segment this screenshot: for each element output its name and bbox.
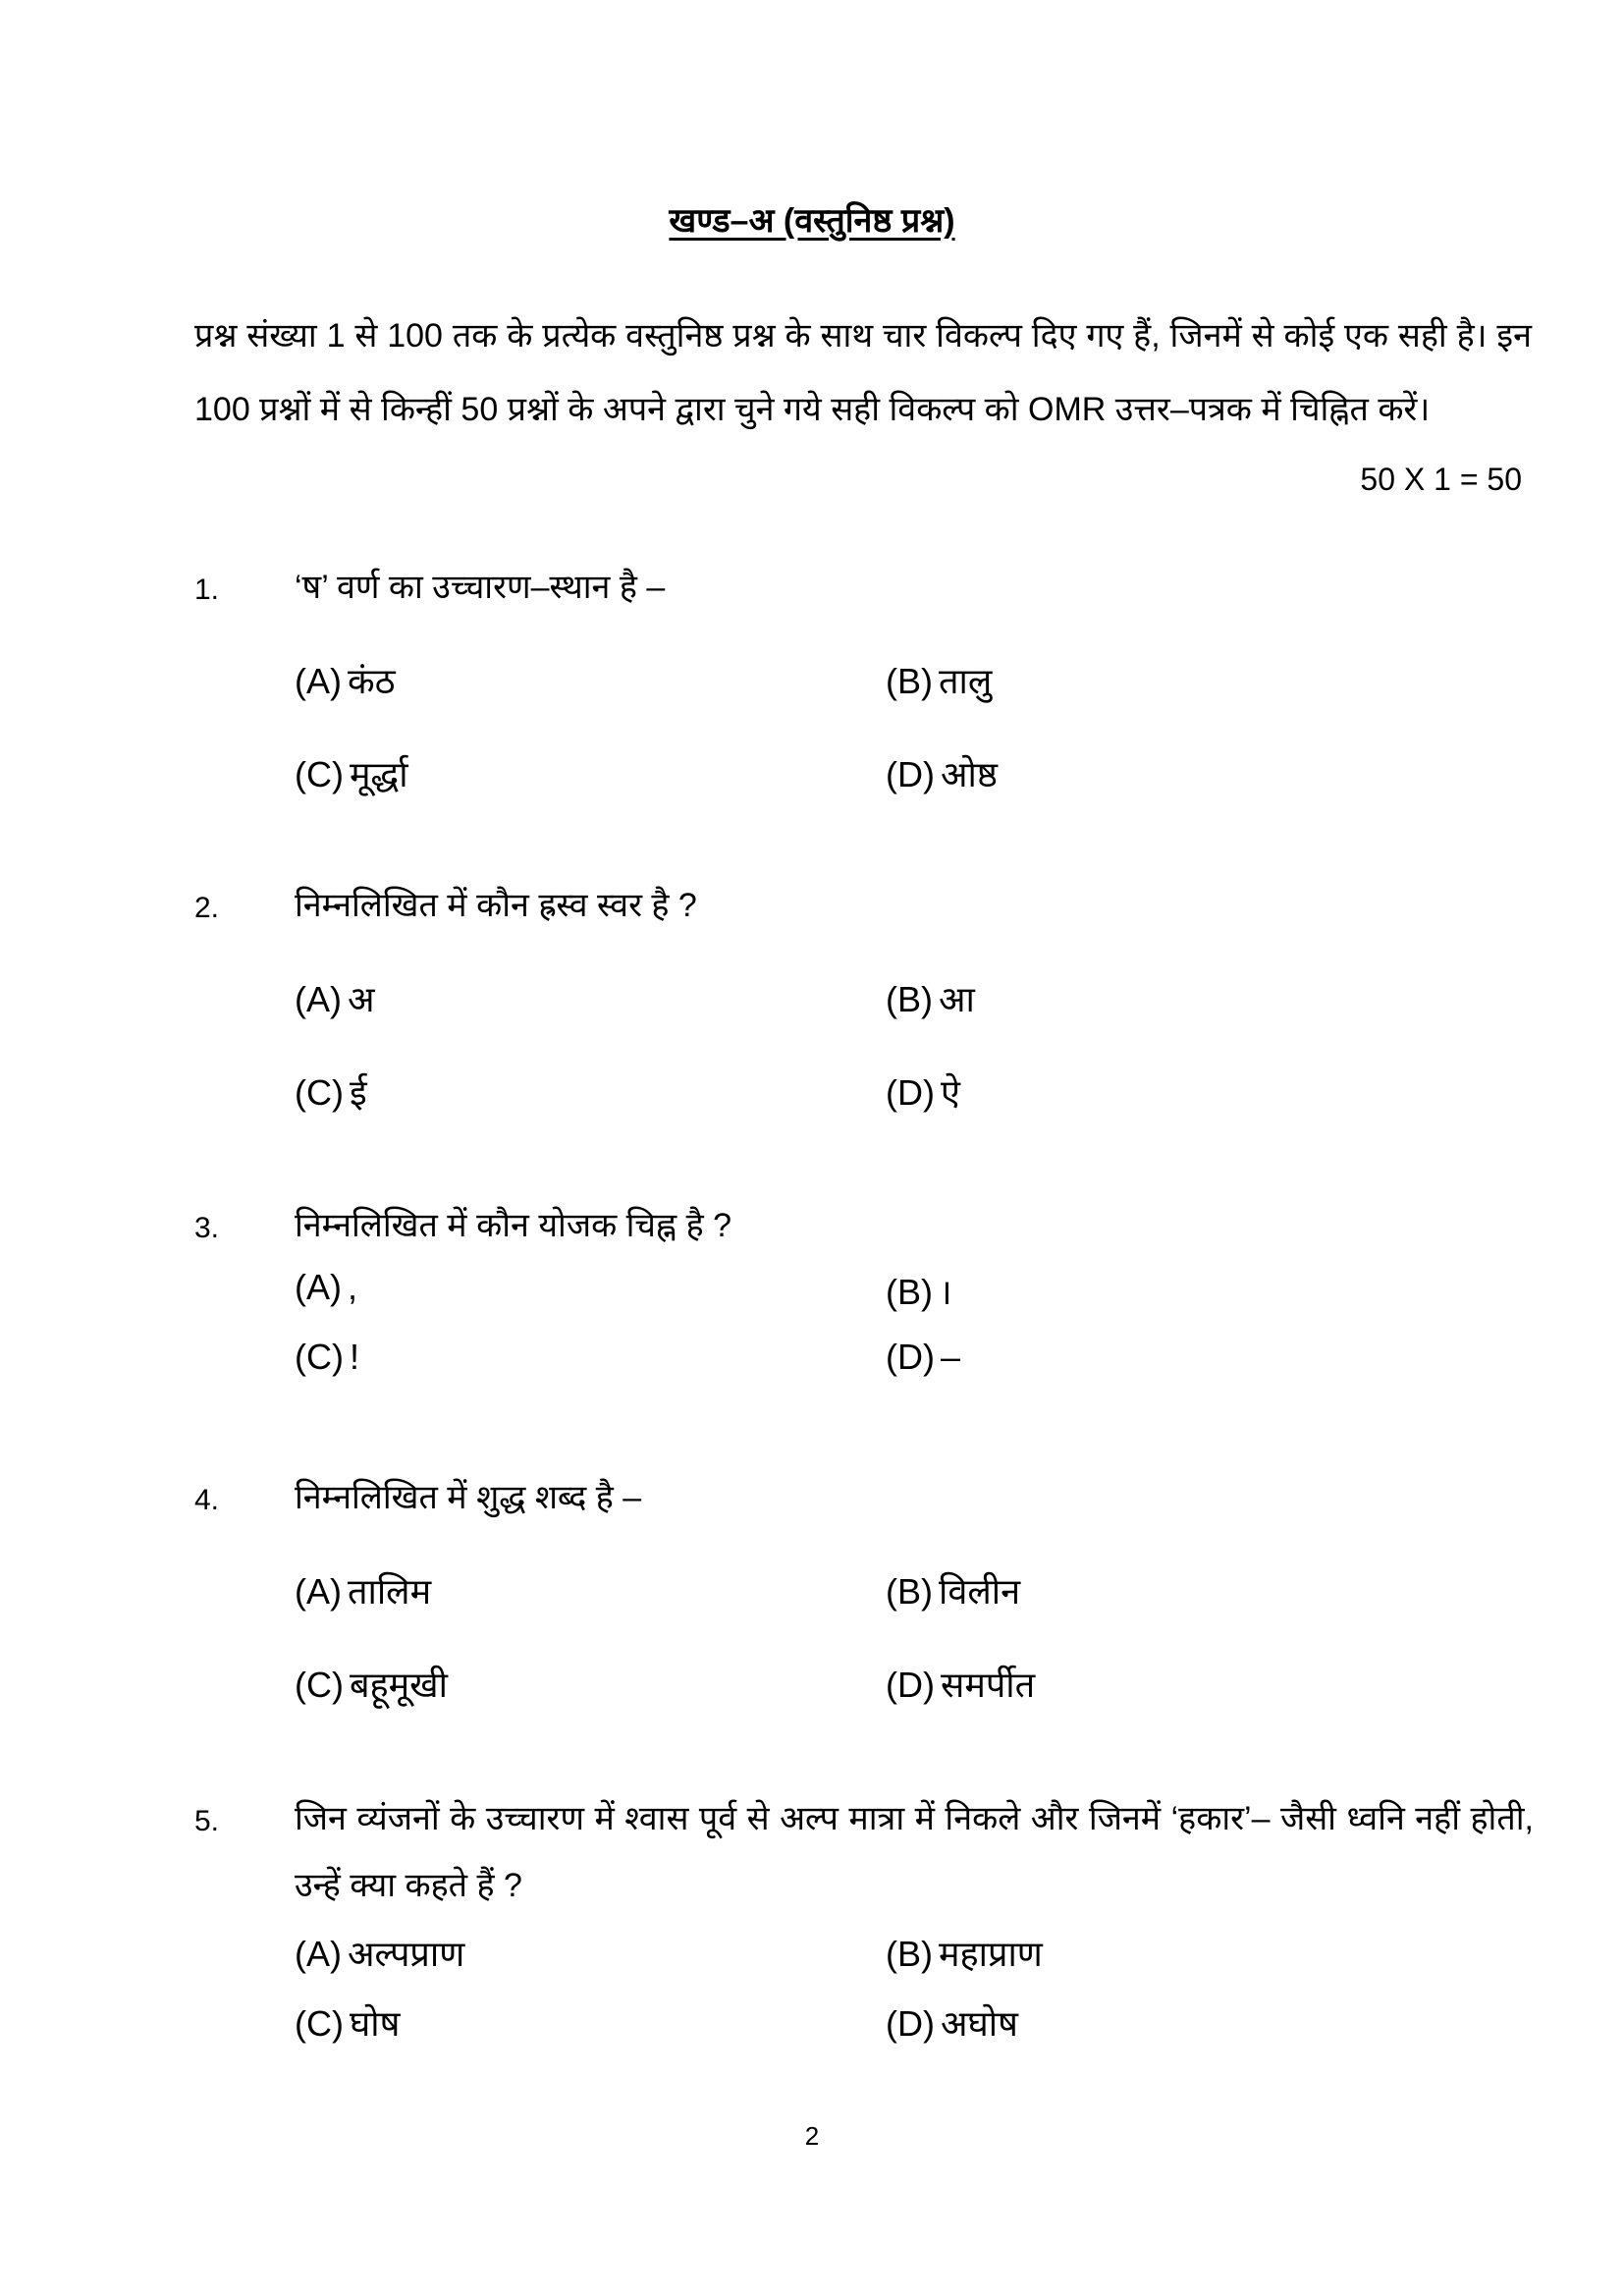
option-label: (B) [886, 1934, 933, 1974]
option-text: – [940, 1337, 961, 1377]
option-text: तालु [939, 661, 993, 701]
option-c [295, 1660, 448, 1708]
question-text: निम्नलिखित में कौन योजक चिह्न है ? [295, 1207, 732, 1244]
option-text: तालिम [348, 1571, 432, 1612]
option-label: (A) [295, 1934, 342, 1974]
option-text: अघोष [940, 2003, 1018, 2044]
option-label: (B) [886, 1571, 933, 1612]
option-label: (D) [886, 1665, 935, 1705]
option-text: समर्पीत [940, 1665, 1036, 1705]
option-d [886, 1337, 960, 1378]
question-text: ‘ष’ वर्ण का उच्चारण–स्थान है – [295, 569, 666, 606]
option-b [886, 1566, 1020, 1614]
option-label: (C) [295, 754, 344, 794]
question-text: निम्नलिखित में कौन ह्रस्व स्वर है ? [295, 887, 697, 924]
option-text: विलीन [939, 1571, 1021, 1612]
option-d [886, 1067, 960, 1116]
option-a [295, 974, 375, 1022]
option-text: महाप्राण [939, 1934, 1043, 1974]
option-a [295, 1929, 464, 1977]
instructions-paragraph: प्रश्न संख्या 1 से 100 तक के प्रत्येक वस्तुनिष्ठ प्रश्न के साथ चार विकल्प दिए गए हैं, जिनमें से कोई एक सही है। इन 100 प्रश्नों में से किन्हीं 50 प्रश्नों के अपने द्वारा चुने गये सही विकल्प को OMR उत्तर–पत्रक में चिह्नित करें। [194, 317, 1532, 428]
option-label: (C) [295, 1337, 344, 1377]
option-b [886, 656, 992, 704]
option-a [295, 1267, 357, 1308]
section-title: खण्ड–अ (वस्तुनिष्ठ प्रश्न) [669, 202, 955, 240]
option-text: ओष्ठ [940, 754, 999, 794]
option-label: (D) [886, 2003, 935, 2044]
option-text: कंठ [348, 661, 396, 701]
option-label: (A) [295, 1571, 342, 1612]
option-label: (D) [886, 1072, 935, 1113]
option-label: (D) [886, 1337, 935, 1377]
question-number: 2. [194, 892, 220, 924]
option-text: अ [348, 979, 375, 1019]
option-label: (D) [886, 754, 935, 794]
option-c [295, 749, 408, 797]
option-label: (B) [886, 661, 933, 701]
option-text: , [348, 1267, 358, 1307]
option-text: ! [349, 1337, 359, 1377]
question-number: 4. [194, 1484, 220, 1516]
option-c [295, 1337, 359, 1378]
option-b [886, 1267, 952, 1315]
option-label: (C) [295, 1072, 344, 1113]
option-a [295, 1566, 431, 1614]
option-label: (C) [295, 1665, 344, 1705]
option-label: (C) [295, 2003, 344, 2044]
option-text: बहूमूखी [349, 1665, 448, 1705]
option-c [295, 1998, 400, 2047]
option-text: मूर्द्धा [349, 754, 408, 794]
option-text: । [939, 1272, 952, 1312]
option-label: (A) [295, 1267, 342, 1307]
question-number: 1. [194, 574, 220, 606]
option-text: ऐ [940, 1072, 960, 1113]
option-d [886, 749, 998, 797]
option-text: अल्पप्राण [348, 1934, 465, 1974]
option-label: (B) [886, 979, 933, 1019]
option-text: आ [939, 979, 975, 1019]
option-label: (A) [295, 661, 342, 701]
marks-scheme: 50 X 1 = 50 [1360, 462, 1522, 497]
option-text: घोष [349, 2003, 401, 2044]
option-d [886, 1998, 1018, 2047]
option-label: (B) [886, 1272, 933, 1312]
option-d [886, 1660, 1035, 1708]
option-b [886, 974, 975, 1022]
option-b [886, 1929, 1043, 1977]
page-number: 2 [804, 2121, 820, 2151]
question-number: 5. [194, 1805, 220, 1837]
option-label: (A) [295, 979, 342, 1019]
question-text: निम्नलिखित में शुद्ध शब्द है – [295, 1479, 642, 1516]
question-number: 3. [194, 1212, 220, 1244]
option-a [295, 656, 396, 704]
option-text: ई [349, 1072, 367, 1113]
option-c [295, 1067, 367, 1116]
question-text: जिन व्यंजनों के उच्चारण में श्वास पूर्व से अल्प मात्रा में निकले और जिनमें ‘हकार’– जैसी ध्वनि नहीं होती, उन्हें क्या कहते हैं ? [295, 1800, 1534, 1904]
